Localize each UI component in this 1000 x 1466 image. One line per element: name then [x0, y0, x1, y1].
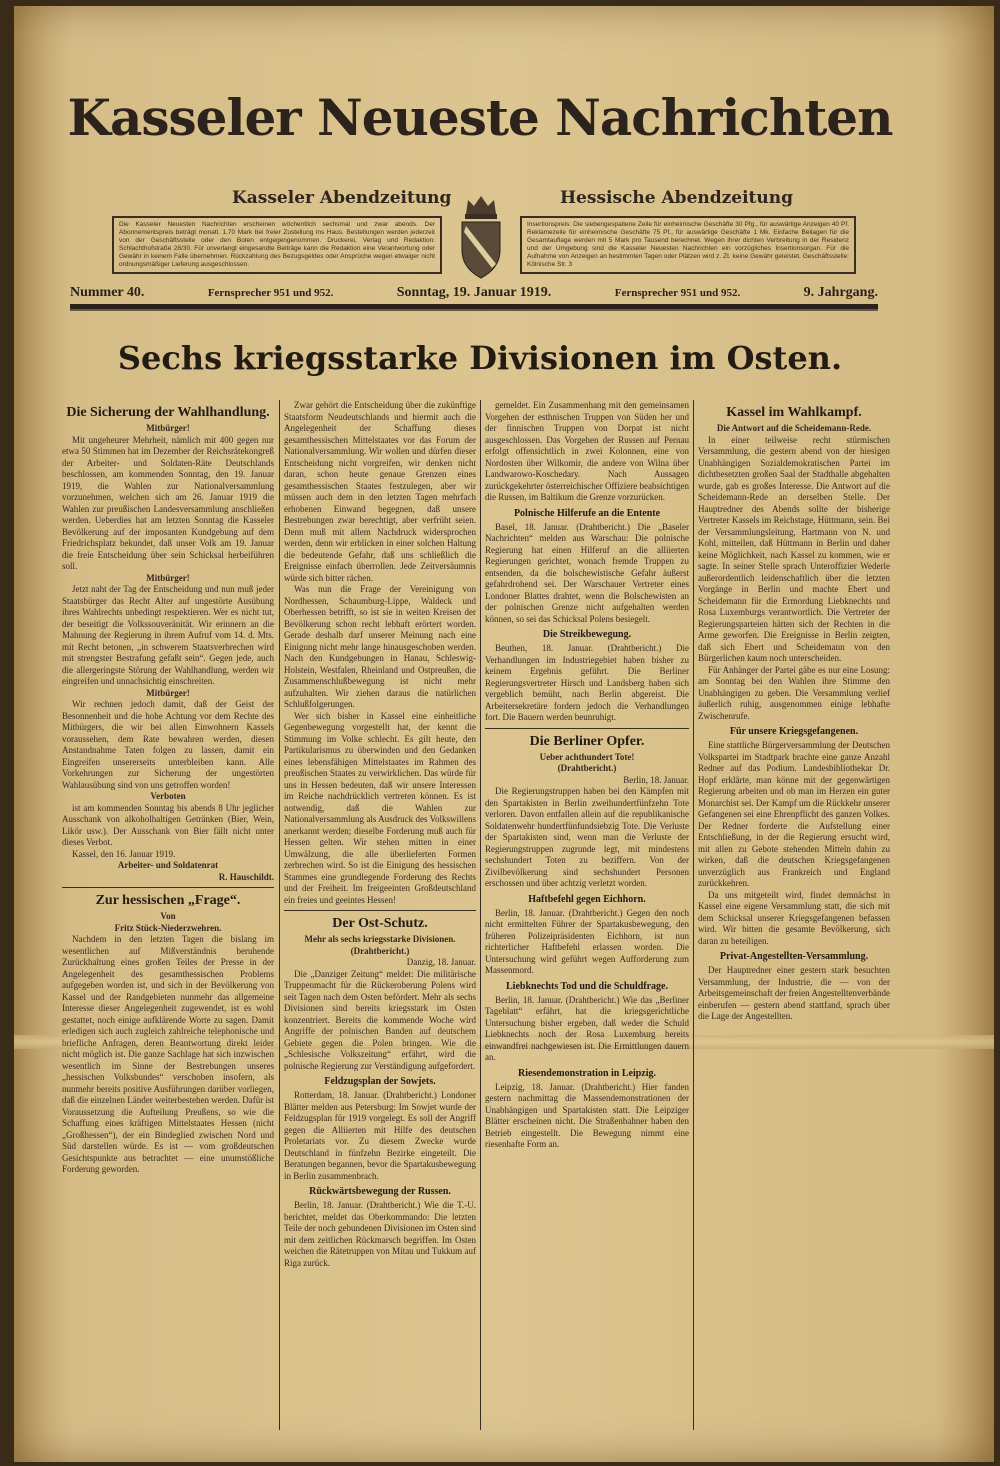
kicker: Mitbürger! [146, 423, 190, 433]
phone-right: Fernsprecher 951 und 952. [614, 287, 741, 299]
paragraph: In einer teilweise recht stürmischen Versammlung, die gestern abend von der hiesigen Unabhängigen Sozialdemokratischen Partei im dichtbesetzten großen Saal der Stadthalle abgehalten wurde, gab es großes Interesse. Die Antwort auf die Scheidemann-Rede an derselben Stelle. Der Hauptredner des Abends sollte der bisherige Vertreter Kassels im Reichstage, Hüttmann, sein. Bei der Versammlungsleitung, Hartmann von N. und Kohl, mitteilen, daß Hüttmann in Berlin und daher keine Möglichkeit, nach Kassel zu kommen, wie er sagte. In seiner Stelle sprach Unteroffizier Wederle außerordentlich leidenschaftlich über die letzten Vorgänge in Berlin und machte Ebert und Scheidemann für die Ermordung Liebknechts und Rosa Luxemburgs verantwortlich. Die Vertreter der Regierungsparteien hätten sich der Rechten in die Arme geworfen. Die Ereignisse in Berlin zeigten, daß sich Ebert und Scheidemann von den Bürgerlichen kaum noch unterscheiden. [698, 434, 890, 663]
masthead-title: Kasseler Neueste Nachrichten [67, 88, 893, 147]
paragraph: Der Hauptredner einer gestern stark besuchten Versammlung, der Industrie, die — von der Arbeitsgemeinschaft der freien Angestelltenverbände einberufen — gestern abend stattfand, sprach über die Lage der Angestellten. [698, 965, 890, 1021]
byline: Fritz Stück-Niederzwehren. [114, 922, 222, 933]
column-1 [62, 400, 274, 1176]
dateline: Berlin, 18. Januar. [623, 774, 689, 785]
column-3 [485, 400, 689, 1151]
subscription-info-box: Die Kasseler Neuesten Nachrichten erscheinen wöchentlich sechsmal und zwar abends. Der Abonnementspreis beträgt monatl. 1.70 Mark bei freier Zustellung ins Haus. Bestellungen werden jederzeit von der Geschäftsstelle oder den Boten entgegengenommen. Druckerei, Verlag und Redaktion: Schlachthofstraße 28/30. Für unverlangt eingesandte Beiträge kann die Redaktion eine Verantwortung oder Gewähr in keinem Falle übernehmen. Rückzahlung des Bezugsgeldes oder Ansprüche wegen etwaiger nicht ordnungsmäßiger Lieferung ausgeschlossen. [112, 216, 442, 274]
divider [62, 887, 274, 888]
volume-year: 9. Jahrgang. [803, 285, 878, 300]
column-divider [693, 400, 694, 1430]
dateline: Danzig, 18. Januar. [406, 957, 476, 967]
article-headline: Kassel im Wahlkampf. [726, 405, 862, 420]
paragraph: Zwar gehört die Entscheidung über die zukünftige Staatsform Neudeutschlands und hiermit auch die Angelegenheit der Schaffung dieses gesamthessischen Mittelstaates vor das Forum der Nationalversammlung. Wir wollen und dürfen dieser Entscheidung nicht vorgreifen, wir denken nicht daran, schon heute genaue Grenzen eines gesamthessischen Staates festzulegen, aber wir müssen auch dem in den letzten Tagen mehrfach erhobenen Einwand begegnen, daß unsere Bestrebungen zwar berechtigt, aber verfrüht seien. Denn muß mit allem Nachdruck widersprochen werden, denn wir erblicken in einer solchen Haltung die bedeutende Gefahr, daß uns schließlich die Ereignisse einfach überrollen. Jede Zeitversäumnis würde sich bitter rächen. [284, 400, 476, 583]
article-headline: Für unsere Kriegsgefangenen. [729, 726, 859, 737]
byline: Von [160, 911, 176, 921]
paragraph: gemeldet. Ein Zusammenhang mit den gemeinsamen Vorgehen der esthnischen Truppen von Süden her und der finnischen Truppen von Dorpat ist nicht ausgeschlossen. Das Vorgehen der Russen auf Pernau erfolgt offensichtlich in zwei Kolonnen, eine von Nordosten über Wilkomir, die andere von Wilna über Landwarowo-Koschedary. Nach Aussagen zurückgekehrter österreichischer Offiziere beabsichtigen die Russen, im Baltikum die Grenze vorzurücken. [485, 400, 689, 502]
phone-left: Fernsprecher 951 und 952. [207, 287, 334, 299]
paragraph: Berlin, 18. Januar. (Drahtbericht.) Wie das „Berliner Tageblatt“ erfährt, hat die kriegsgerichtliche Untersuchung bisher ergeben, daß weder die Schuld Liebknechts noch der Rosa Luxemburg bereits einwandfrei nachgewiesen ist. Die Ermittlungen dauern an. [485, 994, 689, 1062]
article-headline: Haftbefehl gegen Eichhorn. [528, 893, 646, 905]
column-divider [480, 400, 481, 1430]
advertising-info-box: Insertionspreis: Die siebengespaltene Zeile für einheimische Geschäfte 30 Pfg., für auswärtige Anzeigen 40 Pf. Reklamezeile für einheimische Geschäfte 75 Pf., für auswärtige Geschäfte 1 Mk. Einfache Beilagen für die Gesamtauflage werden mit 5 Mark pro Tausend berechnet. Wegen ihrer dichten Verbreitung in der Residenz und der Umgebung sind die Kasseler Neuesten Nachrichten ein vorzügliches Insertionsorgan. Für die Aufnahme von Anzeigen an bestimmten Tagen oder Plätzen wird z. Zt. keine Gewähr geleistet. Geschäftsstelle: Kölnische Str. 3 [520, 216, 856, 274]
issue-date: Sonntag, 19. Januar 1919. [396, 285, 552, 300]
subheadline: Ueber achthundert Tote! [539, 751, 635, 762]
paragraph: Berlin, 18. Januar. (Drahtbericht.) Wie die T.-U. berichtet, meldet das Oberkommando: Die letzten Teile der noch gebundenen Divisionen im Osten sind mit dem zeitlichen Rückmarsch begriffen. Im Osten weichen die Rätetruppen von Mitau und Tukkum auf Riga zurück. [284, 1200, 476, 1268]
subheadline: (Drahtbericht.) [350, 945, 410, 956]
column-4 [698, 400, 890, 1023]
paragraph: Leipzig, 18. Januar. (Drahtbericht.) Hier fanden gestern nachmittag die Massendemonstrationen der Unabhängigen und Spartakisten statt. Die Leipziger Blätter erscheinen nicht. Die Straßenbahner haben den Betrieb eingestellt. Die Bewegung nimmt eine riesenhafte Form an. [485, 1081, 689, 1149]
kicker: Mitbürger! [146, 687, 190, 698]
kicker: Verboten [150, 791, 186, 801]
signature: R. Hauschildt. [218, 871, 274, 882]
paragraph: Für Anhänger der Partei gäbe es nur eine Losung: am Sonntag bei den Wahlen ihre Stimme den Unabhängigen zu geben. Die Versammlung verlief äußerlich ruhig, ausgenommen einige lebhafte Zwischenrufe. [698, 664, 890, 721]
subheadline: Mehr als sechs kriegsstarke Divisionen. [304, 934, 456, 944]
paragraph: Wer sich bisher in Kassel eine einheitliche Gegenbewegung vorgestellt hat, der kennt die Stimmung im Volke schlecht. Es gilt heute, den Partikularismus zu überwinden und den Gedanken eines lebensfähigen Mittelstaates im Rahmen des preußischen Staates zu verwirklichen. Das würde für uns in Hessen bedeuten, daß wir unsere Interessen im Reiche nachdrücklich vertreten können. Es ist notwendig, daß die Wahlen zur Nationalversammlung als Ausdruck des Volkswillens anerkannt werden; dieselbe Forderung muß auch für Hessen gelten. Wir stehen mitten in einer Umwälzung, die alle überlieferten Formen zerbrechen wird. So ist die Einigung des hessischen Stammes eine grundlegende Forderung des Rechts und der Freiheit. Im freigeeinten Großdeutschland ein freies und geeintes Hessen! [284, 710, 476, 905]
subtitle-right: Hessische Abendzeitung [560, 188, 794, 208]
paragraph: Wir rechnen jedoch damit, daß der Geist der Besonnenheit und die hohe Achtung vor dem Rechte des Mitbürgers, die wir bei allen Einwohnern Kassels voraussehen, dem Rate bewahren werden, diesen Anstandnahme Taten folgen zu lassen, damit ein Eingreifen unsererseits unterbleiben kann. Alle Vorkehrungen zur Sicherung der ungestörten Wahlausübung sind von uns getroffen worden! [62, 699, 274, 790]
signature: Arbeiter- und Soldatenrat [117, 860, 219, 870]
article-headline: Rückwärtsbewegung der Russen. [309, 1186, 451, 1197]
paragraph: Da uns mitgeteilt wird, findet demnächst in Kassel eine eigene Versammlung statt, die sich mit dem Schicksal unserer Kriegsgefangenen befassen wird. Wir bitten die gesamte Bevölkerung, sich daran zu beteiligen. [698, 889, 890, 946]
divider [485, 728, 689, 729]
article-headline: Die Streikbewegung. [542, 629, 632, 640]
article-headline: Der Ost-Schutz. [332, 916, 428, 931]
subheadline: Die Antwort auf die Scheidemann-Rede. [716, 423, 872, 433]
paragraph: Die Regierungstruppen haben bei den Kämpfen mit den Spartakisten in Berlin zweihundertfünfzehn Tote verloren. Davon entfallen allein auf die republikanische Soldatenwehr hundertfünfundsiebzig Tote. Die Verluste der Spartakisten sind, wenn man die Verluste der Regierungstruppen zugrunde legt, mit mindestens sechshundert Toten zu beziffern. Von der Zivilbevölkerung sind sechshundert Personen erschossen und über achtzig verletzt worden. [485, 786, 689, 888]
subtitle-left: Kasseler Abendzeitung [232, 188, 452, 208]
article-headline: Zur hessischen „Frage“. [95, 893, 241, 908]
subheadline: (Drahtbericht.) [557, 763, 617, 773]
article-headline: Die Sicherung der Wahlhandlung. [66, 405, 270, 420]
masthead-rule [70, 304, 878, 311]
paragraph: Jetzt naht der Tag der Entscheidung und nun muß jeder Staatsbürger das Recht Alter auf ungestörte Ausübung ihres Wahlrechts unbedingt respektieren. Wer es nicht tut, der beseitigt die Volkssouveränität. Wir erinnern an die Mahnung der Regierung in ihrem Aufruf vom 14. d. Mts. mit Recht betonen, „in schwerem Staatsverbrechen wird mit strengster Bestrafung gefaßt sein“. Gegen jede, auch die allergeringste Störung der Wahlhandlung, werden wir eingreifen und unnachsichtig einschreiten. [62, 584, 274, 686]
article-headline: Privat-Angestellten-Versammlung. [719, 951, 869, 962]
divider [284, 910, 476, 911]
article-headline: Polnische Hilferufe an die Entente [513, 507, 661, 519]
article-headline: Liebknechts Tod und die Schuldfrage. [506, 980, 668, 992]
paragraph: ist am kommenden Sonntag bis abends 8 Uhr jeglicher Ausschank von alkoholhaltigen Getränken (Bier, Wein, Likör usw.). Der Ausschank von Bier fällt nicht unter dieses Verbot. [62, 802, 274, 847]
paragraph: Mit ungeheurer Mehrheit, nämlich mit 400 gegen nur etwa 50 Stimmen hat im Dezember der Reichsrätekongreß der Arbeiter- und Soldaten-Räte Deutschlands beschlossen, am kommenden Sonntag, den 19. Januar 1919, die Wahlen zur Nationalversammlung vorzunehmen, welchen sich am 26. Januar 1919 die Wahlen zur preußischen Landesversammlung anschließen werden. Ueberdies hat am letzten Sonntag die Kasseler Bevölkerung auf der imposanten Kundgebung auf dem Friedrichsplatz bekundet, daß unser Volk am 19. Januar die freie Entscheidung über sein Schicksal herbeiführen soll. [62, 434, 274, 571]
paragraph: Was nun die Frage der Vereinigung von Nordhessen, Schaumburg-Lippe, Waldeck und Oberhessen betrifft, so ist sie in weiten Kreisen der Bevölkerung schon recht lebhaft erörtert worden. Gerade deshalb darf unserer Meinung nach eine Einigung nicht mehr lange hinausgeschoben werden. Nach den Kundgebungen in Hanau, Schleswig-Holstein, Westfalen, Rheinland und Ostpreußen, die Zusammenschlußbewegung ist nicht mehr aufzuhalten. Wir ziehen daraus die natürlichen Schlußfolgerungen. [284, 584, 476, 709]
paragraph: Nachdem in den letzten Tagen die bislang im wesentlichen auf Mißverständnis beruhende Zurückhaltung eines großen Teiles der Presse in der Angelegenheit des gesamthessischen Problems aufgegeben worden ist, und sich in der Bevölkerung von Kassel und der Randgebieten nunmehr das allgemeine Interesse dieser Angelegenheit zugewendet, ist es wohl gestattet, noch einige aufklärende Worte zu sagen. Damit erledigen sich auch zugleich zahlreiche telephonische und briefliche Anfragen, deren Beantwortung direkt leider nicht möglich ist. Die ganze Sachlage hat sich inzwischen wesentlich im Sinne der Bestrebungen unseres „hessischen Volksbundes“ verschoben insofern, als nunmehr bereits positive Ausführungen darüber vorliegen, daß die einzelnen Länder weiterbestehen werden. Dafür ist Voraussetzung die Aufteilung Preußens, so wie die Schaffung eines kräftigen Mittelstaates Hessen (nicht „Großhessen“), der ein Bindeglied zwischen Nord und Süd darstellen würde. Es ist — vom großdeutschen Gesichtspunkte aus betrachtet — eine unumstößliche Forderung geworden. [62, 934, 274, 1174]
paragraph: Berlin, 18. Januar. (Drahtbericht.) Gegen den noch nicht ermittelten Führer der Spartakusbewegung, den früheren Polizeipräsidenten Eichhorn, ist nun richterlicher Haftbefehl erlassen worden. Die Untersuchung wird geführt wegen Aufforderung zum Massenmord. [485, 907, 689, 975]
article-headline: Riesendemonstration in Leipzig. [517, 1067, 657, 1079]
paragraph: Rotterdam, 18. Januar. (Drahtbericht.) Londoner Blätter melden aus Petersburg: Im Sowjet wurde der Feldzugsplan für 1919 vorgelegt. Es soll der Angriff gegen die Alliierten mit Hilfe des deutschen Proletariats vor. Zu diesem Zwecke wurde Deutschland in fünfzehn Bezirke eingeteilt. Die Beratungen begannen, bevor die Spartakusbewegung in Berlin zusammenbrach. [284, 1090, 476, 1181]
dateline: Kassel, den 16. Januar 1919. [72, 848, 176, 859]
main-headline: Sechs kriegsstarke Divisionen im Osten. [117, 339, 843, 377]
column-divider [279, 400, 280, 1430]
issue-number: Nummer 40. [70, 285, 145, 300]
article-headline: Die Berliner Opfer. [529, 733, 645, 749]
kicker: Mitbürger! [146, 572, 190, 583]
paragraph: Die „Danziger Zeitung“ meldet: Die militärische Truppenmacht für die Rückeroberung Polens wird seit Tagen nach dem Osten befördert. Mehr als sechs Divisionen sind bereits kriegsstark im Osten konzentriert. Bereits die kommende Woche wird Angriffe der polnischen Banden auf deutschem Gebiete gegen die Polen bringen. Wie die „Schlesische Volkszeitung“ erfährt, wird die polnische Regierung zur Verständigung aufgefordert. [284, 968, 476, 1071]
issue-info-line [70, 284, 878, 302]
paragraph: Eine stattliche Bürgerversammlung der Deutschen Volkspartei im Stadtpark brachte eine ganze Anzahl Redner auf das Podium. Landesbibliothekar Dr. Hopf erklärte, man könne mit der gegenwärtigen Regierung arbeiten und ob man im Herzen ein guter Monarchist sei. Der Kampf um die Rückkehr unserer Gefangenen sei eine Ehrenpflicht des ganzen Volkes. Der Redner forderte die Aufstellung einer Entschließung, in der die Regierung ersucht wird, mit allen zu Gebote stehenden Mitteln dahin zu wirken, daß die deutschen Kriegsgefangenen unverzüglich aus Frankreich und England zurückkehren. [698, 740, 890, 888]
paragraph: Basel, 18. Januar. (Drahtbericht.) Die „Baseler Nachrichten“ melden aus Warschau: Die polnische Regierung hat einen Hilferuf an die alliierten Regierungen gerichtet, wonach fremde Truppen zu entsenden, da die bolschewistische Gefahr äußerst gefahrdrohend sei. Der Warschauer Vertreter eines Londoner Blattes drahtet, wenn die Bolschewisten an der polnischen Grenze nicht aufgehalten werden können, so sei das Schicksal Polens besiegelt. [485, 521, 689, 624]
paragraph: Beuthen, 18. Januar. (Drahtbericht.) Die Verhandlungen im Industriegebiet haben bisher zu keinem Ergebnis geführt. Die Berliner Regierungsvertreter Hirsch und Landsberg haben sich vergeblich bemüht, nach Berlin abgereist. Die Arbeitersekretäre fordern jedoch die Verhandlungen fort. Die Bauern werden beunruhigt. [485, 643, 689, 722]
column-2 [284, 400, 476, 1269]
article-headline: Feldzugsplan der Sowjets. [324, 1076, 436, 1087]
coat-of-arms-icon [456, 192, 506, 282]
